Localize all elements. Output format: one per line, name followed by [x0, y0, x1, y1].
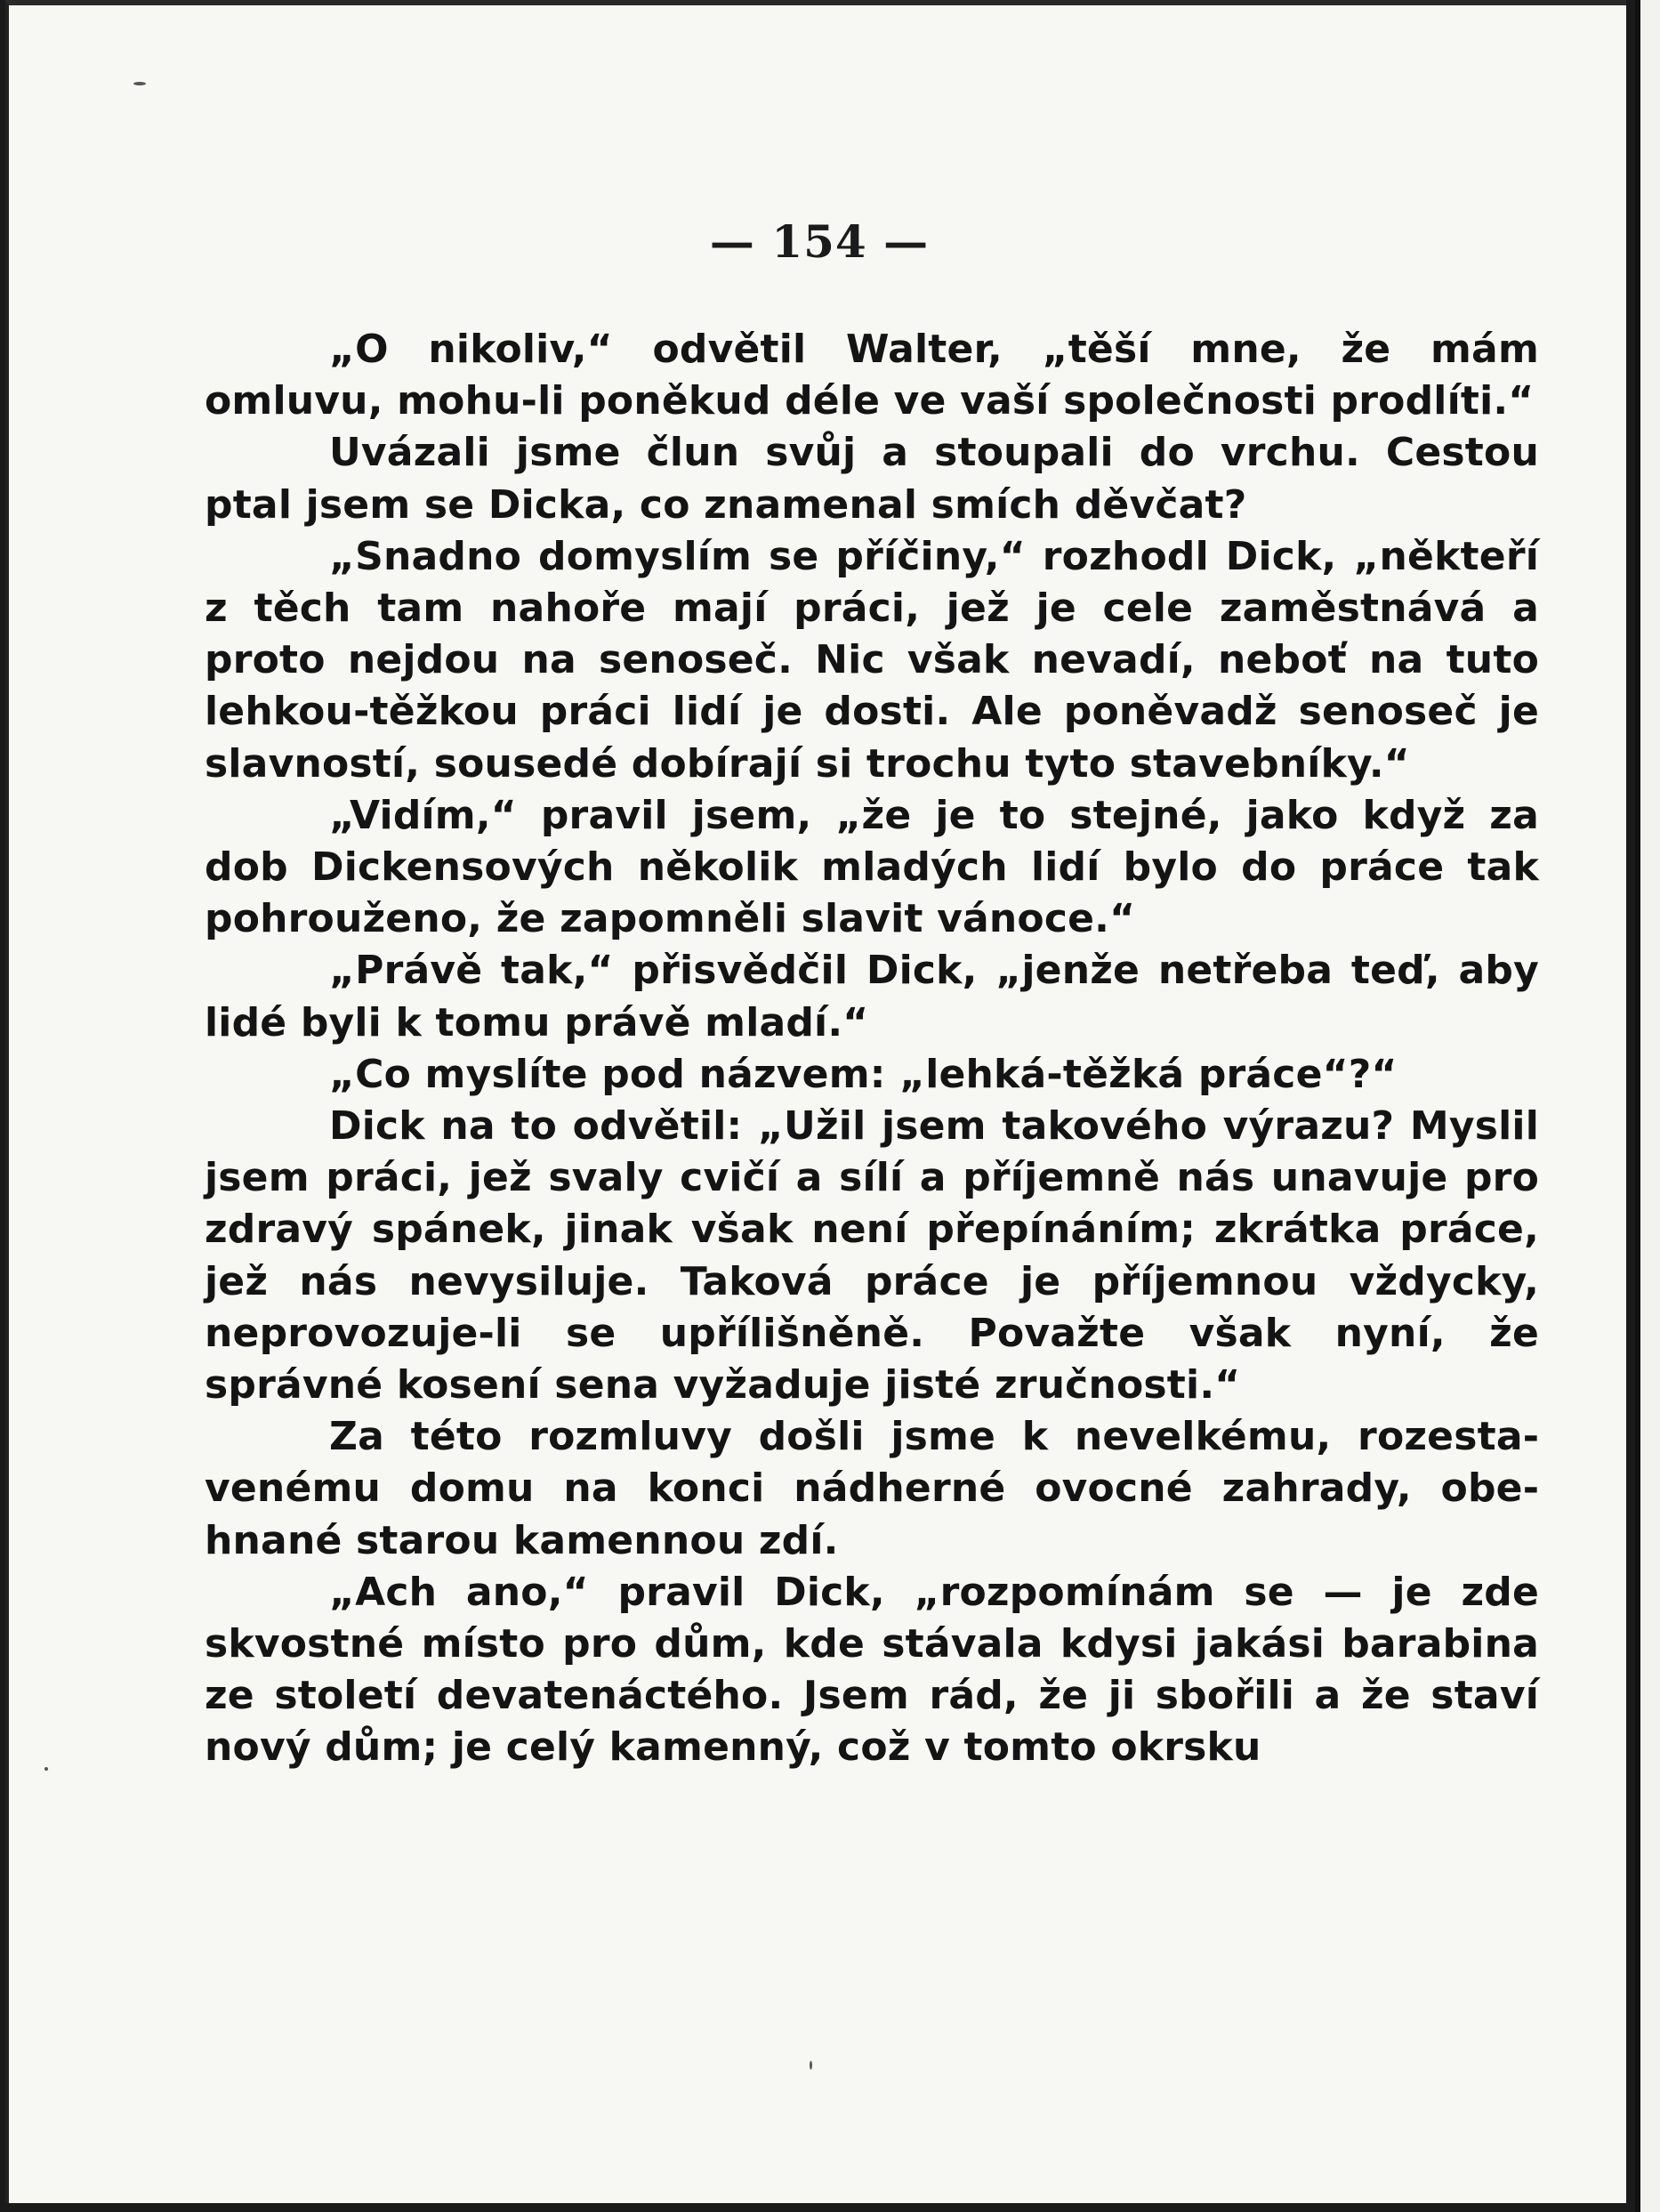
- paragraph: Uvázali jsme člun svůj a stoupali do vrchu. Cestou ptal jsem se Dicka, co znamenal smích děvčat?: [205, 430, 1539, 528]
- page-number: — 154 —: [709, 215, 930, 268]
- paragraph: Za této rozmluvy došli jsme k nevelkému, rozestavenému domu na konci nádherné ovocné zahrady, obehnané starou kamennou zdí.: [205, 1414, 1539, 1563]
- paragraph: „O nikoliv,“ odvětil Walter, „těší mne, že mám omluvu, mohu-li poněkud déle ve vaší společnosti prodlíti.“: [205, 327, 1539, 424]
- paragraph: Dick na to odvětil: „Užil jsem takového výrazu? Myslil jsem práci, jež svaly cvičí a sílí a příjemně nás unavuje pro zdravý spánek, jinak však není přepínáním; zkrátka práce, jež nás nevysiluje. Taková práce je příjemnou vždycky, neprovozuje-li se upřílišněně. Považte však nyní, že správné kosení sena vyžaduje jisté zručnosti.“: [205, 1103, 1539, 1409]
- scan-speck: [133, 82, 146, 85]
- scan-speck: [44, 1767, 48, 1771]
- paragraph: „Ach ano,“ pravil Dick, „rozpomínám se — je zde skvostné místo pro dům, kde stávala kdysi jakási barabina ze století devatenáctého. Jsem rád, že ji sbořili a že staví nový dům; je celý kamenný, což v tomto okrsku: [205, 1569, 1539, 1771]
- book-page: [5, 0, 1626, 2203]
- paragraph: „Vidím,“ pravil jsem, „že je to stejné, jako když za dob Dickensových několik mladých lidí bylo do práce tak pohrouženo, že zapomněli slavit vánoce.“: [205, 792, 1539, 942]
- paragraph: „Snadno domyslím se příčiny,“ rozhodl Dick, „někteří z těch tam nahoře mají práci, jež je cele zaměstnává a proto nejdou na senoseč. Nic však nevadí, neboť na tuto lehkou-těžkou práci lidí je dosti. Ale poněvadž senoseč je slavností, sousedé dobírají si trochu tyto stavebníky.“: [205, 533, 1539, 787]
- body-text: [205, 324, 1539, 1774]
- adjacent-page-edge: [1635, 0, 1660, 2212]
- scan-speck: [810, 2061, 812, 2070]
- paragraph: „Co myslíte pod názvem: „lehká-těžká práce“?“: [329, 1051, 1398, 1097]
- paragraph: „Právě tak,“ přisvědčil Dick, „jenže netřeba teď, aby lidé byli k tomu právě mladí.“: [205, 948, 1539, 1045]
